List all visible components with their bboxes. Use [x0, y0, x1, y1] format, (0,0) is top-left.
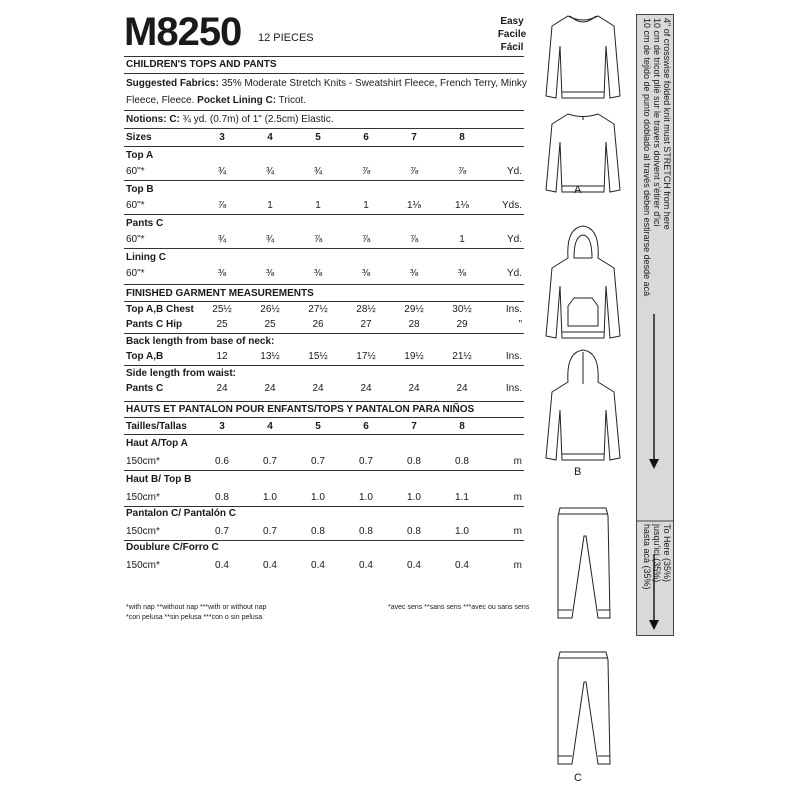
divider — [124, 284, 524, 285]
unit-label: m — [513, 526, 522, 537]
chest-cell: 26½ — [260, 304, 280, 315]
yardage-cell: ⅞ — [361, 234, 371, 245]
size-header: 5 — [315, 132, 321, 143]
divider — [124, 128, 524, 129]
divider — [124, 470, 524, 471]
garment-row-name: Top B — [126, 184, 154, 195]
divider — [124, 248, 524, 249]
metric-cell: 0.7 — [263, 456, 277, 467]
stretch-guide-line3: 10 cm de tejido de punto doblado al través deben estirarse desde acá — [642, 18, 652, 297]
metric-size-header: 3 — [219, 421, 225, 432]
stretch-guide-line2: 10 cm de tricot plié sur le travers doivent s'étirer d'ici — [652, 18, 662, 227]
hip-cell: 28 — [408, 319, 420, 330]
back-length-cell: 21½ — [452, 351, 472, 362]
yardage-cell: ¾ — [265, 234, 275, 245]
finished-title: FINISHED GARMENT MEASUREMENTS — [126, 288, 314, 299]
size-header: 4 — [267, 132, 273, 143]
divider — [124, 401, 524, 402]
yardage-cell: 1⅛ — [455, 200, 469, 211]
fabrics-line1 — [126, 78, 527, 90]
unit-label: Ins. — [505, 351, 522, 362]
metric-size-header: 6 — [363, 421, 369, 432]
back-length-cell: 12 — [216, 351, 228, 362]
pants-front-c — [558, 508, 610, 618]
chest-label: Top A,B Chest — [126, 304, 194, 315]
fabric-width: 60"* — [126, 234, 145, 245]
pieces-count: 12 PIECES — [258, 32, 314, 44]
footnote-en: *with nap **without nap ***with or without nap — [126, 604, 267, 611]
divider — [124, 180, 524, 181]
metric-cell: 0.4 — [215, 560, 229, 571]
footnote-fr: *avec sens **sans sens ***avec ou sans sens — [388, 604, 530, 611]
yardage-cell: ⅞ — [313, 234, 323, 245]
metric-row-name: Pantalon C/ Pantalón C — [126, 508, 237, 519]
metric-cell: 0.6 — [215, 456, 229, 467]
yardage-cell: ⅜ — [313, 268, 323, 279]
metric-fabric-width: 150cm* — [126, 492, 160, 503]
yardage-cell: ¾ — [217, 234, 227, 245]
divider — [124, 333, 524, 334]
back-length-cell: 17½ — [356, 351, 376, 362]
yardage-cell: 1 — [459, 234, 465, 245]
back-length-cell: 15½ — [308, 351, 328, 362]
metric-cell: 0.7 — [215, 526, 229, 537]
back-length-cell: 19½ — [404, 351, 424, 362]
metric-cell: 1.0 — [311, 492, 325, 503]
notions-line — [126, 114, 333, 126]
metric-row-name: Haut B/ Top B — [126, 474, 192, 485]
fabric-width: 60"* — [126, 268, 145, 279]
size-header: 7 — [411, 132, 417, 143]
metric-cell: 0.7 — [263, 526, 277, 537]
side-length-cell: 24 — [360, 383, 372, 394]
pants-back-c — [558, 652, 610, 764]
size-header: 6 — [363, 132, 369, 143]
divider — [124, 146, 524, 147]
hip-label: Pants C Hip — [126, 319, 183, 330]
to-here-fr: jusqu'ici (35%) — [652, 524, 662, 583]
stretch-guide-line1: 4" of crosswise folded knit must STRETCH from here — [662, 18, 672, 230]
divider — [124, 417, 524, 418]
unit-label: Yd. — [506, 268, 522, 279]
unit-label: Yd. — [506, 166, 522, 177]
chest-cell: 27½ — [308, 304, 328, 315]
yardage-cell: ⅞ — [361, 166, 371, 177]
yardage-cell: ⅞ — [217, 200, 227, 211]
metric-cell: 1.0 — [263, 492, 277, 503]
fabrics-line2 — [126, 95, 306, 107]
metric-sizes-label: Tailles/Tallas — [126, 421, 187, 432]
divider — [124, 540, 524, 541]
chest-cell: 28½ — [356, 304, 376, 315]
pocket-lining-text: Tricot. — [276, 95, 307, 106]
fabrics-text: 35% Moderate Stretch Knits - Sweatshirt Fleece, French Terry, Minky — [221, 78, 527, 89]
divider — [124, 301, 524, 302]
metric-size-header: 7 — [411, 421, 417, 432]
metric-size-header: 4 — [267, 421, 273, 432]
yardage-cell: ¾ — [265, 166, 275, 177]
side-length-cell: 24 — [264, 383, 276, 394]
metric-cell: 0.8 — [407, 456, 421, 467]
side-length-cell: 24 — [408, 383, 420, 394]
yardage-cell: ⅜ — [457, 268, 467, 279]
sweatshirt-back-a — [546, 114, 620, 192]
metric-cell: 0.8 — [407, 526, 421, 537]
yardage-cell: ⅜ — [217, 268, 227, 279]
size-header: 8 — [459, 132, 465, 143]
metric-cell: 1.0 — [359, 492, 373, 503]
metric-row-name: Doublure C/Forro C — [126, 542, 219, 553]
unit-label: m — [513, 492, 522, 503]
side-length-cell: 24 — [216, 383, 228, 394]
yardage-cell: ¾ — [313, 166, 323, 177]
difficulty-fr: Facile — [497, 29, 527, 40]
yardage-cell: ⅞ — [457, 166, 467, 177]
metric-title: HAUTS ET PANTALON POUR ENFANTS/TOPS Y PANTALON PARA NIÑOS — [126, 404, 475, 415]
divider — [124, 506, 524, 507]
metric-fabric-width: 150cm* — [126, 560, 160, 571]
difficulty-en: Easy — [500, 16, 524, 27]
stretch-arrow-head — [649, 459, 659, 469]
pocket-lining-label: Pocket Lining C: — [197, 95, 277, 106]
size-header: 3 — [219, 132, 225, 143]
hip-cell: 29 — [456, 319, 468, 330]
yardage-cell: 1 — [267, 200, 273, 211]
garment-illustrations — [538, 6, 628, 796]
difficulty-es: Fácil — [500, 42, 524, 53]
notions-label: Notions: C: — [126, 114, 180, 125]
metric-cell: 0.8 — [359, 526, 373, 537]
divider — [124, 73, 524, 74]
hip-cell: 25 — [264, 319, 276, 330]
yardage-cell: ⅞ — [409, 234, 419, 245]
yardage-cell: 1 — [363, 200, 369, 211]
notions-text: ¾ yd. (0.7m) of 1" (2.5cm) Elastic. — [179, 114, 334, 125]
divider — [124, 56, 524, 57]
garment-row-name: Top A — [126, 150, 154, 161]
pattern-code: M8250 — [124, 10, 242, 54]
yardage-cell: 1 — [315, 200, 321, 211]
to-here-es: hasta acá (35%) — [642, 524, 652, 590]
side-length-label: Pants C — [126, 383, 164, 394]
fabric-width: 60"* — [126, 166, 145, 177]
metric-cell: 0.8 — [311, 526, 325, 537]
hoodie-front-b — [546, 226, 620, 338]
metric-cell: 0.4 — [359, 560, 373, 571]
yardage-cell: ⅜ — [265, 268, 275, 279]
to-here-en: To Here (35%) — [662, 524, 672, 583]
back-length-title: Back length from base of neck: — [126, 336, 275, 347]
divider — [124, 110, 524, 111]
metric-cell: 0.4 — [455, 560, 469, 571]
yardage-cell: ⅜ — [361, 268, 371, 279]
metric-cell: 0.8 — [455, 456, 469, 467]
hoodie-back-b — [546, 350, 620, 460]
view-label-a: A — [574, 184, 582, 196]
unit-label: m — [513, 560, 522, 571]
metric-cell: 0.4 — [407, 560, 421, 571]
chest-cell: 30½ — [452, 304, 472, 315]
unit-label: Ins. — [505, 383, 522, 394]
chest-cell: 25½ — [212, 304, 232, 315]
sweatshirt-front-a — [546, 16, 620, 98]
garment-row-name: Lining C — [126, 252, 166, 263]
back-length-label: Top A,B — [126, 351, 164, 362]
metric-cell: 1.0 — [455, 526, 469, 537]
side-length-title: Side length from waist: — [126, 368, 237, 379]
divider — [124, 214, 524, 215]
metric-cell: 1.0 — [407, 492, 421, 503]
view-label-c: C — [574, 772, 582, 784]
metric-cell: 0.4 — [311, 560, 325, 571]
metric-cell: 1.1 — [455, 492, 469, 503]
divider — [124, 434, 524, 435]
divider — [124, 365, 524, 366]
unit-label: m — [513, 456, 522, 467]
yardage-cell: ⅞ — [409, 166, 419, 177]
metric-row-name: Haut A/Top A — [126, 438, 188, 449]
footnote-es: *con pelusa **sin pelusa ***con o sin pelusa — [126, 614, 263, 621]
page-title: CHILDREN'S TOPS AND PANTS — [126, 59, 277, 70]
chest-cell: 29½ — [404, 304, 424, 315]
fabric-width: 60"* — [126, 200, 145, 211]
metric-fabric-width: 150cm* — [126, 526, 160, 537]
fabrics-label: Suggested Fabrics: — [126, 78, 219, 89]
hip-cell: 27 — [360, 319, 372, 330]
metric-cell: 0.4 — [263, 560, 277, 571]
unit-label: Yds. — [501, 200, 522, 211]
side-length-cell: 24 — [312, 383, 324, 394]
metric-size-header: 8 — [459, 421, 465, 432]
view-label-b: B — [574, 466, 582, 478]
yardage-cell: 1⅛ — [407, 200, 421, 211]
fabrics-text-2: Fleece, Fleece. — [126, 95, 198, 106]
sizes-label: Sizes — [126, 132, 152, 143]
yardage-cell: ⅜ — [409, 268, 419, 279]
metric-cell: 0.7 — [359, 456, 373, 467]
metric-cell: 0.8 — [215, 492, 229, 503]
garment-row-name: Pants C — [126, 218, 164, 229]
metric-size-header: 5 — [315, 421, 321, 432]
hip-cell: 26 — [312, 319, 324, 330]
unit-label: Ins. — [505, 304, 522, 315]
hip-cell: 25 — [216, 319, 228, 330]
unit-label: " — [518, 319, 522, 330]
unit-label: Yd. — [506, 234, 522, 245]
metric-fabric-width: 150cm* — [126, 456, 160, 467]
side-length-cell: 24 — [456, 383, 468, 394]
back-length-cell: 13½ — [260, 351, 280, 362]
yardage-cell: ¾ — [217, 166, 227, 177]
stretch-arrow-head — [649, 620, 659, 630]
metric-cell: 0.7 — [311, 456, 325, 467]
